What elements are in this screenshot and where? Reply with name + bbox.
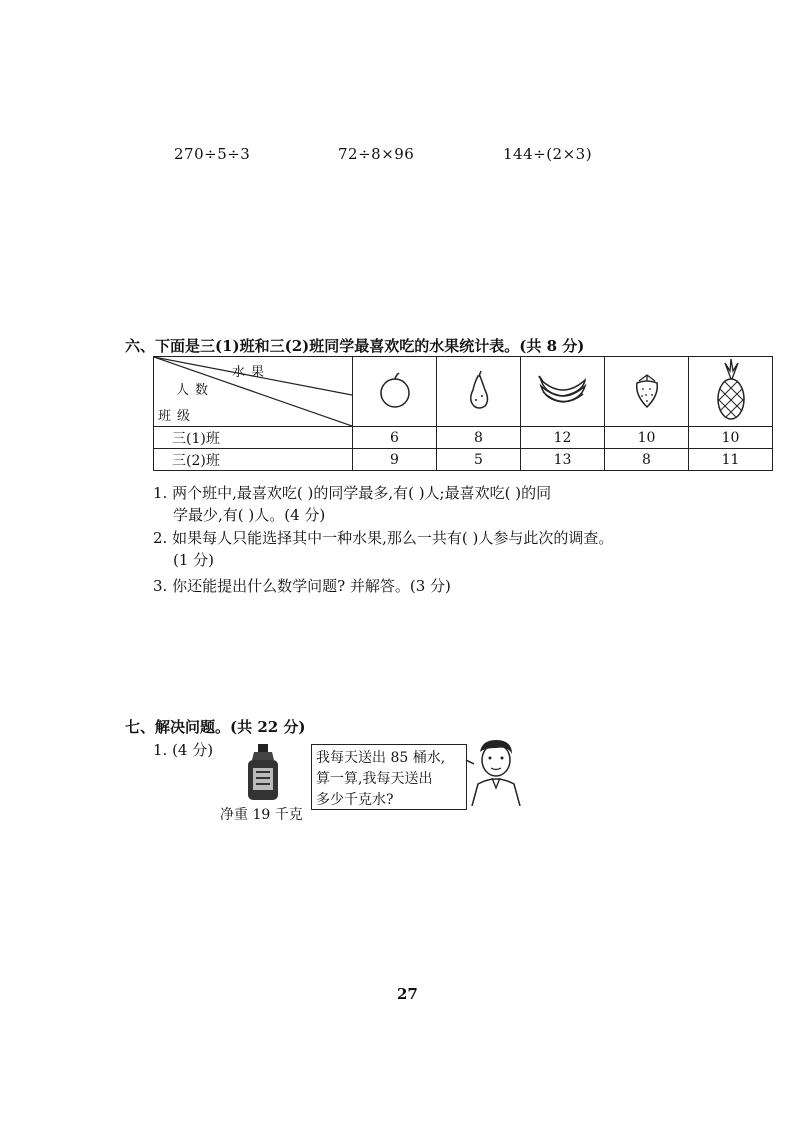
pear-icon xyxy=(466,370,492,410)
s6-question-1-line1: 1. 两个班中,最喜欢吃( )的同学最多,有( )人;最喜欢吃( )的同 xyxy=(153,484,552,502)
water-bottle-icon xyxy=(244,744,282,802)
strawberry-icon xyxy=(633,371,661,409)
pineapple-cell xyxy=(689,357,773,427)
bubble-line: 多少千克水? xyxy=(316,792,394,808)
value-cell: 9 xyxy=(353,449,437,471)
bubble-line: 算一算,我每天送出 xyxy=(316,771,433,787)
table-header-row xyxy=(154,357,773,427)
bubble-line: 我每天送出 85 桶水, xyxy=(316,750,446,766)
banana-cell xyxy=(521,357,605,427)
fruit-stats-table xyxy=(153,356,773,471)
s7-question-1-label: 1. (4 分) xyxy=(153,741,214,759)
delivery-man-icon xyxy=(464,738,526,806)
value-cell: 8 xyxy=(605,449,689,471)
expression-2: 72÷8×96 xyxy=(338,145,415,163)
header-people-label: 人数 xyxy=(176,383,215,398)
expression-1: 270÷5÷3 xyxy=(174,145,251,163)
speech-bubble xyxy=(311,744,467,810)
header-fruit-label: 水果 xyxy=(232,365,271,380)
value-cell: 13 xyxy=(521,449,605,471)
header-class-label: 班级 xyxy=(158,409,197,424)
value-cell: 12 xyxy=(521,427,605,449)
class-name-cell: 三(1)班 xyxy=(154,427,353,449)
page-number: 27 xyxy=(397,985,418,1003)
table-row xyxy=(154,427,773,449)
diagonal-header-cell xyxy=(154,357,353,427)
banana-icon xyxy=(537,370,589,410)
value-cell: 11 xyxy=(689,449,773,471)
expression-3: 144÷(2×3) xyxy=(503,145,593,163)
class-name-cell: 三(2)班 xyxy=(154,449,353,471)
table-row xyxy=(154,449,773,471)
apple-icon xyxy=(378,371,412,409)
bottle-weight-caption: 净重 19 千克 xyxy=(220,807,303,823)
s6-question-1-line2: 学最少,有( )人。(4 分) xyxy=(173,506,326,524)
value-cell: 5 xyxy=(437,449,521,471)
section6-heading: 六、下面是三(1)班和三(2)班同学最喜欢吃的水果统计表。(共 8 分) xyxy=(125,337,585,355)
s6-question-3: 3. 你还能提出什么数学问题? 并解答。(3 分) xyxy=(153,577,451,595)
pineapple-icon xyxy=(715,359,747,421)
section7-heading: 七、解决问题。(共 22 分) xyxy=(125,718,306,736)
apple-cell xyxy=(353,357,437,427)
value-cell: 10 xyxy=(605,427,689,449)
s6-question-2-line1: 2. 如果每人只能选择其中一种水果,那么一共有( )人参与此次的调查。 xyxy=(153,529,614,547)
s6-question-2-line2: (1 分) xyxy=(173,551,215,569)
value-cell: 8 xyxy=(437,427,521,449)
pear-cell xyxy=(437,357,521,427)
value-cell: 10 xyxy=(689,427,773,449)
strawberry-cell xyxy=(605,357,689,427)
value-cell: 6 xyxy=(353,427,437,449)
